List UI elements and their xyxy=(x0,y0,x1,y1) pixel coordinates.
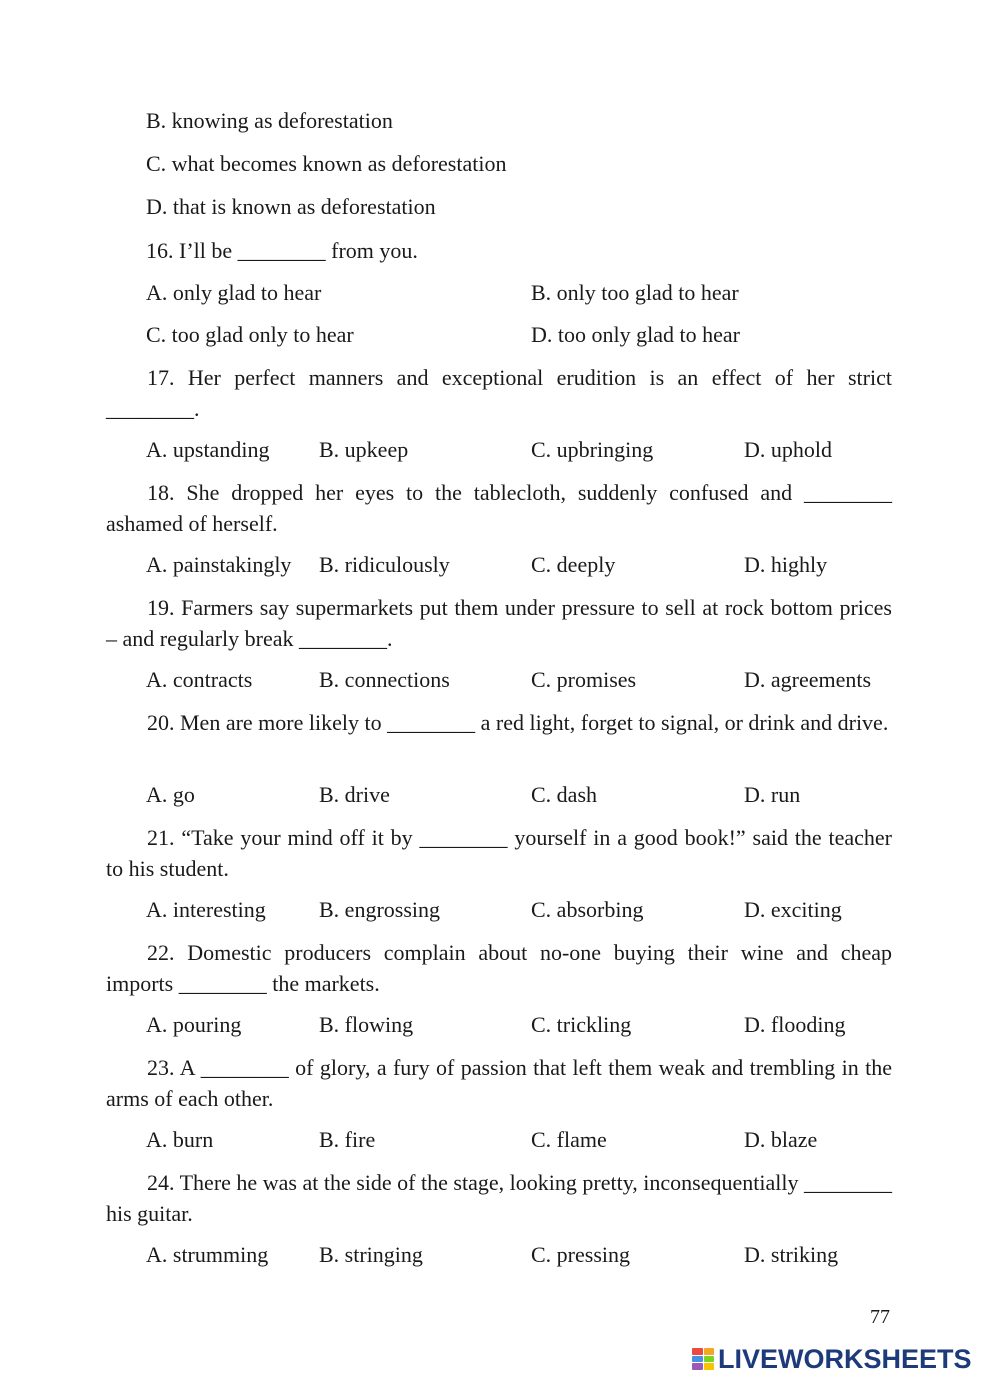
logo-mark-block xyxy=(692,1363,703,1370)
q22-option-d[interactable]: D. flooding xyxy=(744,1012,846,1037)
liveworksheets-logo-icon xyxy=(692,1348,714,1370)
q24-option-b[interactable]: B. stringing xyxy=(319,1242,423,1267)
question-16-stem: 16. I’ll be ________ from you. xyxy=(146,238,418,263)
q22-option-a[interactable]: A. pouring xyxy=(146,1012,242,1037)
q19-option-d[interactable]: D. agreements xyxy=(744,667,872,692)
q16-option-d[interactable]: D. too only glad to hear xyxy=(531,322,740,347)
q21-option-c[interactable]: C. absorbing xyxy=(531,897,644,922)
q17-option-b[interactable]: B. upkeep xyxy=(319,437,409,462)
question-18-stem: 18. She dropped her eyes to the tablecloth, suddenly confused and ________ ashamed of herself. xyxy=(106,480,892,536)
q24-option-d[interactable]: D. striking xyxy=(744,1242,839,1267)
q22-option-b[interactable]: B. flowing xyxy=(319,1012,414,1037)
q16-option-c[interactable]: C. too glad only to hear xyxy=(146,322,354,347)
q24-option-a[interactable]: A. strumming xyxy=(146,1242,269,1267)
q19-option-c[interactable]: C. promises xyxy=(531,667,637,692)
q21-option-d[interactable]: D. exciting xyxy=(744,897,842,922)
q23-option-a[interactable]: A. burn xyxy=(146,1127,214,1152)
question-17-stem: 17. Her perfect manners and exceptional erudition is an effect of her strict ________. xyxy=(106,365,892,421)
q23-option-c[interactable]: C. flame xyxy=(531,1127,607,1152)
question-23-stem: 23. A ________ of glory, a fury of passion that left them weak and trembling in the arms of each other. xyxy=(106,1055,892,1111)
question-19-stem: 19. Farmers say supermarkets put them under pressure to sell at rock bottom prices – and regularly break ________. xyxy=(106,595,892,651)
q21-option-b[interactable]: B. engrossing xyxy=(319,897,440,922)
q18-option-d[interactable]: D. highly xyxy=(744,552,828,577)
q23-option-b[interactable]: B. fire xyxy=(319,1127,376,1152)
logo-mark-block xyxy=(692,1356,703,1363)
q17-option-d[interactable]: D. uphold xyxy=(744,437,832,462)
logo-mark-block xyxy=(704,1356,715,1363)
q20-option-d[interactable]: D. run xyxy=(744,782,801,807)
question-21-stem: 21. “Take your mind off it by ________ yourself in a good book!” said the teacher to his student. xyxy=(106,825,892,881)
logo-mark-block xyxy=(704,1363,715,1370)
question-22-stem: 22. Domestic producers complain about no-one buying their wine and cheap imports ________ the markets. xyxy=(106,940,892,996)
q16-option-b[interactable]: B. only too glad to hear xyxy=(531,280,739,305)
q21-option-a[interactable]: A. interesting xyxy=(146,897,266,922)
q18-option-a[interactable]: A. painstakingly xyxy=(146,552,292,577)
q17-option-c[interactable]: C. upbringing xyxy=(531,437,654,462)
q20-option-a[interactable]: A. go xyxy=(146,782,195,807)
q20-option-c[interactable]: C. dash xyxy=(531,782,597,807)
logo-text: LIVEWORKSHEETS xyxy=(718,1343,972,1374)
q18-option-c[interactable]: C. deeply xyxy=(531,552,616,577)
q16-option-a[interactable]: A. only glad to hear xyxy=(146,280,322,305)
liveworksheets-logo[interactable] xyxy=(692,1344,972,1374)
q19-option-a[interactable]: A. contracts xyxy=(146,667,253,692)
logo-mark-block xyxy=(692,1348,703,1355)
q19-option-b[interactable]: B. connections xyxy=(319,667,450,692)
q17-option-a[interactable]: A. upstanding xyxy=(146,437,270,462)
question-20-stem: 20. Men are more likely to ________ a red light, forget to signal, or drink and drive. xyxy=(147,710,889,735)
logo-mark-block xyxy=(704,1348,715,1355)
option-d-15: D. that is known as deforestation xyxy=(146,194,436,219)
q23-option-d[interactable]: D. blaze xyxy=(744,1127,818,1152)
question-24-stem: 24. There he was at the side of the stage, looking pretty, inconsequentially ________ his guitar. xyxy=(106,1170,892,1226)
q22-option-c[interactable]: C. trickling xyxy=(531,1012,632,1037)
page-number: 77 xyxy=(870,1306,890,1328)
q18-option-b[interactable]: B. ridiculously xyxy=(319,552,450,577)
q20-option-b[interactable]: B. drive xyxy=(319,782,390,807)
q24-option-c[interactable]: C. pressing xyxy=(531,1242,630,1267)
option-b-15: B. knowing as deforestation xyxy=(146,108,393,133)
option-c-15: C. what becomes known as deforestation xyxy=(146,151,507,176)
